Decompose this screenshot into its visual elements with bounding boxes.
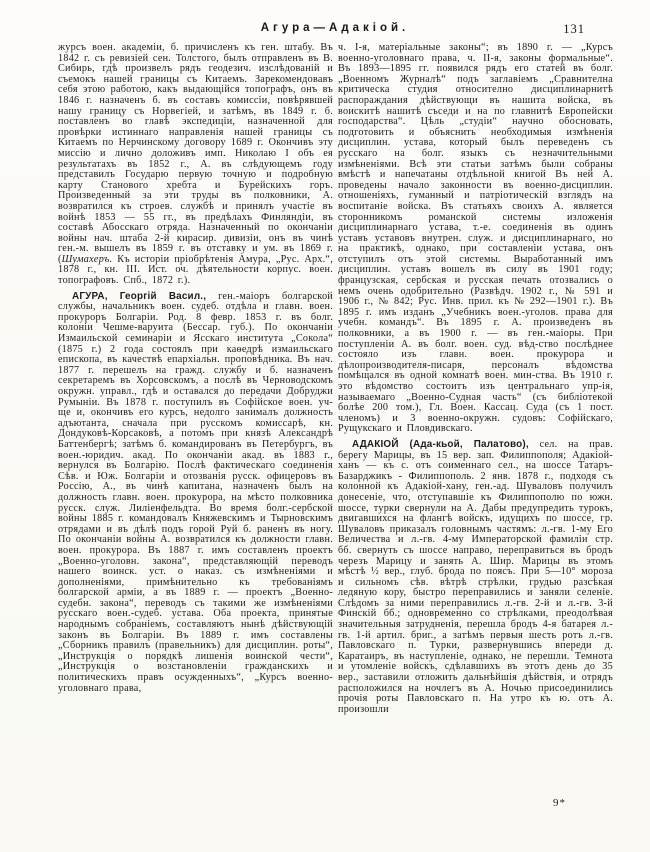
- page-number: 131: [563, 22, 585, 36]
- text-column-right: [338, 43, 613, 715]
- signature-mark: 9*: [553, 797, 566, 809]
- citation-author: Шумахеръ.: [61, 253, 113, 265]
- continued-paragraph: [58, 43, 333, 287]
- article-headword: АДАКІОЙ (Ада-кьой, Палатово),: [352, 438, 529, 450]
- article-paragraph: [58, 292, 333, 695]
- text-run: ген.-маіоръ болгарской службы, начальникъ воен. судеб. отдѣла и главн. воен. прокуроръ Болгаріи. Род. 8 февр. 1853 г. въ болг. колоніи Чешме-варуита (Бессар. губ.). По окончаніи Измаильской семинаріи и Ясскаго института „Сокола“ (1875 г.) 2 года состоялъ при каѳедрѣ измаильскаго епископа, въ качествѣ епархіальн. проповѣдника. Въ нач. 1877 г. перешелъ на гражд. службу и б. назначенъ секретаремъ въ Хорсовскомъ, а послѣ въ Черноводскомъ окружн. управл., гдѣ и оставался до передачи Добруджи Румыніи. Въ 1878 г. поступилъ въ Софійское воен. уч-ще и, окончивъ его курсъ, недолго занималъ должность адъютанта, сначала при русскомъ комиссарѣ, кн. Дондуковѣ-Корсаковѣ, а потомъ при князѣ Александрѣ Баттенбергѣ; затѣмъ б. командированъ въ Петербургъ, въ воен.-юридич. акад. По окончаніи акад. въ 1883 г., вернулся въ Болгарію. Послѣ фактическаго соединенія Сѣв. и Юж. Болгаріи и отозванія русск. офицеровъ въ Россію, А., въ чинѣ капитана, назначенъ былъ на должность главн. воен. прокурора, на мѣсто полковника русск. служ. Лиліенфельдта. Во время болг.-сербской войны 1885 г. командовалъ Княжевскимъ и Тырновскимъ отрядами и въ дѣлѣ подъ горой Руй б. раненъ въ ногу. По окончаніи войны А. возвратился къ должности главн. воен. прокурора. Въ 1887 г. имъ составленъ проектъ „Военно-уголовн. закона“, представляющій переводъ нашего воинск. уст. о наказ. съ измѣненіями и дополненіями, примѣнительно къ требованіямъ болгарской арміи, а въ 1889 г. — проектъ „Военно-судебн. закона“, переводъ съ такими же измѣненіями русскаго воен.-судеб. устава. Оба проекта, принятые народнымъ собраніемъ, составляютъ нынѣ дѣйствующій законъ въ Болгаріи. Въ 1889 г. имъ составлены „Сборникъ правилъ (правельникъ) для дисциплин. роты“, „Инструкція о порядкѣ лишенія воинской чести“, „Инструкція о возстановленіи гражданскихъ и политическихъ правъ осужденныхъ“, „Курсъ военно-уголовнаго права,: [58, 290, 333, 694]
- continued-paragraph: [338, 43, 613, 435]
- text-run: Къ исторіи пріобрѣтенія Амура, „Рус. Арх.“, 1878 г., кн. III. Ист. оч. дѣятельности корпус. воен. топографовъ. Спб., 1872 г.).: [58, 253, 333, 287]
- text-column-left: [58, 43, 333, 694]
- text-run: журсъ воен. академіи, б. причисленъ къ ген. штабу. Въ 1842 г. съ ревизіей сен. Толстого, былъ отправленъ въ В. Сибирь, гдѣ произвелъ рядъ геодезич. изслѣдованій и съемокъ нашей границы съ Китаемъ. Зарекомендовавъ себя этою работою, какъ выдающійся топографъ, онъ въ 1846 г. назначенъ б. въ составъ комиссіи, повѣрявшей нашу границу съ Норвегіей, и затѣмъ, въ 1849 г. б. поставленъ во главѣ экспедиціи, назначенной для провѣрки истиннаго направленія нашей границы съ Китаемъ по Нерчинскому договору 1689 г. Окончивъ эту миссію и лично доложивъ имп. Николаю I объ ея результатахъ въ 1852 г., А. въ слѣдующемъ году представилъ Государю первую точную и подробную карту Станового хребта и Бурейскихъ горъ. Произведенный за эти труды въ полковники, А. возвратился къ строев. службѣ и принялъ участіе въ войнѣ 1853 — 55 гг., въ предѣлахъ Финляндіи, въ составѣ Абосскаго отряда. Назначенный по окончаніи войны нач. штаба 2-й кирасир. дивизіи, онъ въ чинѣ ген.-м. вышелъ въ 1859 г. въ отставку и ум. въ 1869 г. (: [58, 42, 333, 265]
- running-head: [60, 22, 610, 38]
- text-run: сел. на прав. берегу Марицы, въ 15 вер. зап. Филиппополя; Адакіой-ханъ — къ с. отъ соименнаго сел., на шоссе Татаръ-Базарджикъ - Филиппополь. 2 янв. 1878 г., подходя съ колонной къ Адакіой-хану, ген.-ад. Шуваловъ получилъ донесеніе, что, отступавшіе къ Филиппополю по южн. шоссе, турки свернули на А. Дабы предупредить турокъ, двигавшихся на флангѣ войскъ, идущихъ по шоссе, гр. Шуваловъ приказалъ головнымъ частямъ: л.-гв. 1-му Его Величества и л.-гв. 4-му Императорской фамиліи стр. бб. свернуть съ шоссе направо, переправиться въ бродъ черезъ Марицу и занять А. Шир. Марицы въ этомъ мѣстѣ ½ вер., глуб. брода по поясъ. При 5—10° мороза и сильномъ сѣв. вѣтрѣ стрѣлки, грудью разсѣкая ледяную кору, быстро переправились и заняли селеніе. Слѣдомъ за ними переправились л.-гв. 2-й и л.-гв. 3-й Финскій бб.; одновременно со стрѣлками, преодолѣвая значительныя затрудненія, перешла бродъ 4-я батарея л.-гв. 1-й артил. бриг., а затѣмъ первыя шесть ротъ л.-гв. Павловскаго п. Турки, развернувшись впереди д. Каратаиръ, въ наступленіе, однако, не перешли. Темнота и утомленіе войскъ, сдѣлавшихъ въ этотъ день до 35 вер., заставили отложить дальнѣйшія дѣйствія, и отрядъ расположился на ночлегъ въ А. Ночью присоединились прочія роты Павловскаго п. На утро къ ю. отъ А. произошли: [338, 438, 613, 715]
- article-headword: АГУРА, Георгій Васил.,: [72, 290, 207, 302]
- page-header-title: Агура—Адакіой.: [260, 22, 410, 34]
- article-paragraph: [338, 440, 613, 715]
- text-run: ч. I-я, матеріальные законы“; въ 1890 г. — „Курсъ военно-уголовнаго права, ч. II-я, законы формальные“. Въ 1893—1895 гг. появился рядъ его статей въ болг. „Военномъ Журналѣ“ подъ заглавіемъ „Сравнителна критическа студия относително дисциплинарнитѣ распораждания дѣйствующи въ нашита войска, въ воискитѣ нашитѣ съседи и на по главнитѣ Европейски господарства“. Цѣль „студіи“ научно обосновать, подготовить и объяснить необходимыя измѣненія дисциплин. устава, который былъ переведенъ съ русскаго на болг. языкъ съ незначительными измѣненіями. Всѣ эти статьи затѣмъ были собраны вмѣстѣ и напечатаны отдѣльной книгой Въ ней А. проведены начало законности въ военно-дисциплин. отношеніяхъ, гуманный и патріотическій взглядъ на воспитаніе войска. Въ статьяхъ своихъ А. является сторонникомъ романской системы изложенія дисциплинарнаго устава, т.-е. соединенія въ одинъ уставъ уставовъ внутрен. служ. и дисциплинарнаго, но на практикѣ, однако, при составленіи устава, онъ отступилъ отъ этой системы. Выработанный имъ дисциплин. уставъ вошелъ въ силу въ 1901 году; французская, сербская и русская печать отозвались о немъ очень одобрительно (Развѣдч. 1902 г., № 591 и 1906 г., № 842; Рус. Инв. прил. къ № 292—1901 г.). Въ 1895 г. имъ изданъ „Учебникъ воен.-уголов. права для учебн. командъ“. Въ 1895 г. А. произведенъ въ полковники, а въ 1900 г. — въ ген.-маіоры. При поступленіи А. въ болг. воен. суд. вѣд-ство послѣднее состояло изъ главн. воен. прокурора и дѣлопроизводителя-писаря, персоналъ вѣдомства помѣщался въ одной комнатѣ воен. мин-ства. Въ 1910 г. это вѣдомство состоитъ изъ центральнаго упр-ія, называемаго „Военно-Судная часть“ (съ библіотекой болѣе 200 том.), Гл. Воен. Кассац. Суда (съ 1 пост. членомъ) и 3 военно-окружн. судовъ: Софійскаго, Рущукскаго и Пловдивскаго.: [338, 42, 613, 435]
